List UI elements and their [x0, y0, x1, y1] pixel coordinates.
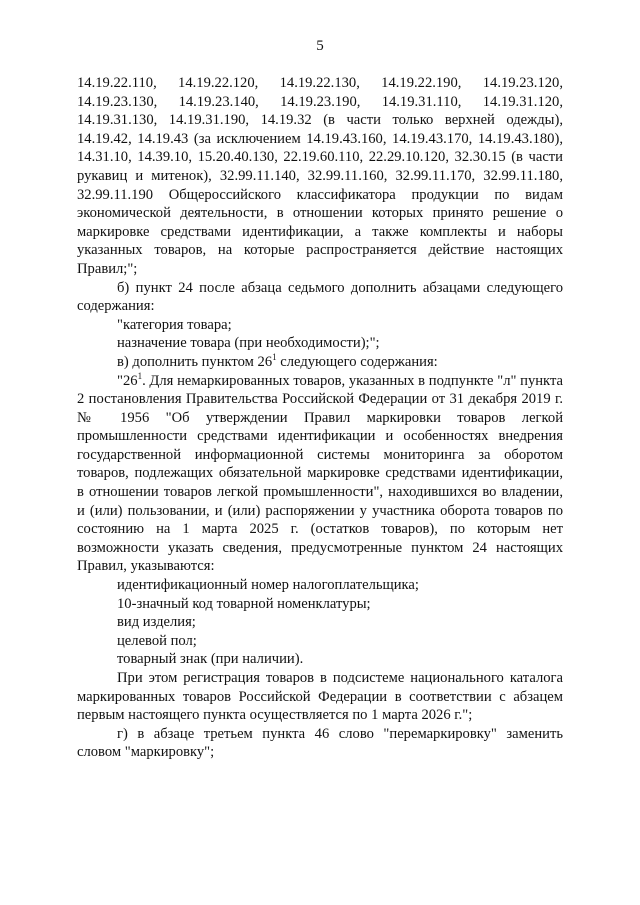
codes-line-1 — [77, 74, 563, 93]
item-b-line-purpose: назначение товара (при необходимости);"; — [117, 335, 380, 352]
list-item: идентификационный номер налогоплательщика; — [117, 577, 419, 594]
okpd-code: 14.19.22.190, — [381, 75, 462, 91]
okpd-code: 14.19.23.190, — [280, 93, 361, 110]
paragraph-26-1-number: "26 — [117, 372, 138, 389]
page-number: 5 — [316, 38, 324, 54]
okpd-code: 14.19.22.130, — [279, 75, 360, 91]
okpd-code: 14.19.22.120, — [178, 75, 259, 91]
okpd-code: 14.19.23.120, — [482, 75, 563, 91]
item-b-line-category: "категория товара; — [117, 316, 232, 333]
item-v-intro-text: в) дополнить пунктом 26 — [117, 353, 273, 370]
superscript-one: 1 — [272, 351, 277, 362]
okpd-code: 14.19.23.140, — [178, 93, 259, 110]
document-body — [77, 74, 563, 762]
codes-continuation-paragraph: 14.19.31.130, 14.19.31.190, 14.19.32 (в части только верхней одежды), 14.19.42, 14.19.43 (за исключением 14.19.43.160, 14.19.43.170, 14.19.43.180), 14.31.10, 14.39.10, 15.20.40.130, 22.19.60.110, 22.29.10.120, 32.30.15 (в части рукавиц и митенок), 32.99.11.140, 32.99.11.160, 32.99.11.170, 32.99.11.180, 32.99.11.190 Общероссийского классификатора продукции по видам экономической деятельности, в отношении которых принято решение о маркировке средствами идентификации, а также комплекты и наборы указанных товаров, на которые распространяется действие настоящих Правил;"; — [77, 112, 563, 277]
list-item: вид изделия; — [117, 614, 196, 631]
item-v-intro-tail: следующего содержания: — [276, 353, 438, 370]
okpd-code: 14.19.31.110, — [381, 93, 462, 110]
paragraph-26-1 — [77, 372, 563, 577]
okpd-code: 14.19.23.130, — [77, 93, 158, 110]
okpd-code: 14.19.22.110, — [77, 75, 157, 91]
codes-line-2 — [77, 93, 563, 112]
list-item: целевой пол; — [117, 632, 197, 649]
item-v-intro — [77, 353, 563, 372]
superscript-one: 1 — [137, 370, 143, 381]
item-b-intro: б) пункт 24 после абзаца седьмого дополнить абзацами следующего содержания: — [77, 279, 563, 315]
okpd-code: 14.19.31.120, — [482, 93, 563, 110]
paragraph-26-1-text: . Для немаркированных товаров, указанных в подпункте "л" пункта 2 постановления Правительства Российской Федерации от 31 декабря 2019 г. № 1956 "Об утверждении Правил маркировки товаров легкой промышленности средствами идентификации и особенностях внедрения государственной информационной системы мониторинга за оборотом товаров, подлежащих обязательной маркировке средствами идентификации, в отношении товаров легкой промышленности", находившихся во владении, и (или) пользовании, и (или) распоряжении у участника оборота товаров по состоянию на 1 марта 2025 г. (остатков товаров), по которым нет возможности указать сведения, предусмотренные пунктом 24 настоящих Правил, указываются: — [77, 372, 563, 575]
item-g-paragraph: г) в абзаце третьем пункта 46 слово "перемаркировку" заменить словом "маркировку"; — [77, 725, 563, 761]
list-item: 10-значный код товарной номенклатуры; — [117, 595, 371, 612]
registration-paragraph: При этом регистрация товаров в подсистеме национального каталога маркированных товаров Российской Федерации в соответствии с абзацем первым настоящего пункта осуществляется по 1 марта 2026 г."; — [77, 670, 563, 724]
list-item: товарный знак (при наличии). — [117, 651, 304, 668]
